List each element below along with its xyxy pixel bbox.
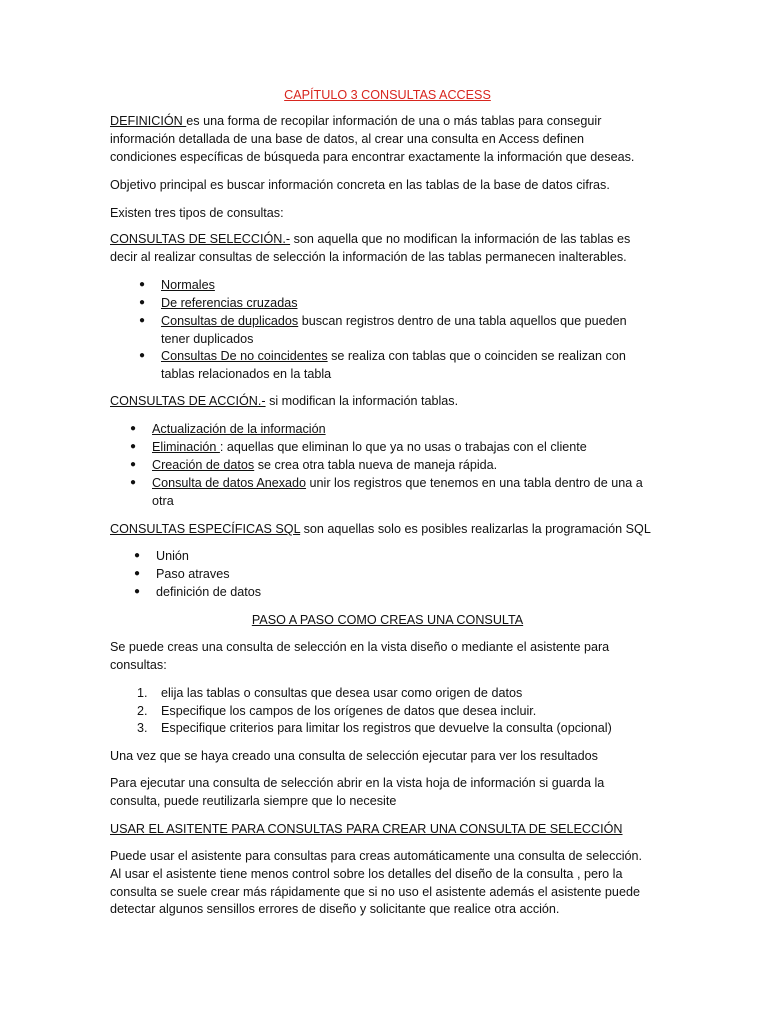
bullet-icon: ●: [138, 279, 146, 290]
step-number: 1.: [137, 686, 148, 700]
bullet-icon: ●: [129, 477, 137, 488]
sql-term: CONSULTAS ESPECÍFICAS SQL: [110, 522, 301, 536]
wizard-line-2: Al usar el asistente tiene menos control sobre los detalles del diseño de la consulta , pero la: [110, 867, 623, 881]
sql-heading-line: CONSULTAS ESPECÍFICAS SQL son aquellas solo es posibles realizarlas la programación SQL: [110, 522, 651, 536]
run-query-line-2: consulta, puede reutilizarla siempre que lo necesite: [110, 794, 397, 808]
list-item: Consultas De no coincidentes se realiza con tablas que o coinciden se realizan con: [161, 349, 626, 363]
step-number: 2.: [137, 704, 148, 718]
bullet-icon: ●: [138, 315, 146, 326]
selection-heading-line: CONSULTAS DE SELECCIÓN.- son aquella que no modifican la información de las tablas es: [110, 232, 631, 246]
list-item: Consultas de duplicados buscan registros dentro de una tabla aquellos que pueden: [161, 314, 627, 328]
selection-term: CONSULTAS DE SELECCIÓN.-: [110, 232, 291, 246]
bullet-icon: ●: [138, 350, 146, 361]
bullet-icon: ●: [129, 441, 137, 452]
list-item: Unión: [156, 549, 189, 563]
wizard-heading: USAR EL ASITENTE PARA CONSULTAS PARA CREAR UNA CONSULTA DE SELECCIÓN: [110, 822, 623, 836]
after-steps-paragraph: Una vez que se haya creado una consulta de selección ejecutar para ver los resultados: [110, 749, 598, 763]
list-item-continuation: tablas relacionados en la tabla: [161, 367, 332, 381]
definition-line-2: información detallada de una base de datos, al crear una consulta en Access definen: [110, 132, 584, 146]
list-item-continuation: otra: [152, 494, 174, 508]
list-item: Creación de datos se crea otra tabla nueva de maneja rápida.: [152, 458, 498, 472]
bullet-icon: ●: [129, 423, 137, 434]
list-item: definición de datos: [156, 585, 262, 599]
bullet-icon: ●: [133, 550, 141, 561]
list-item: De referencias cruzadas: [161, 296, 298, 310]
list-item-continuation: tener duplicados: [161, 332, 254, 346]
definition-line-3: condiciones específicas de búsqueda para encontrar exactamente la información que deseas.: [110, 150, 635, 164]
wizard-line-3: consulta se suele crear más rápidamente que si no uso el asistente además el asistente puede: [110, 885, 640, 899]
step-item: elija las tablas o consultas que desea usar como origen de datos: [161, 686, 523, 700]
step-item: Especifique criterios para limitar los registros que devuelve la consulta (opcional): [161, 721, 612, 735]
bullet-icon: ●: [133, 586, 141, 597]
step-number: 3.: [137, 721, 148, 735]
action-term: CONSULTAS DE ACCIÓN.-: [110, 394, 266, 408]
steps-intro-line-1: Se puede creas una consulta de selección en la vista diseño o mediante el asistente para: [110, 640, 610, 654]
list-item: Normales: [161, 278, 215, 292]
types-intro: Existen tres tipos de consultas:: [110, 206, 284, 220]
bullet-icon: ●: [138, 297, 146, 308]
wizard-line-4: detectar algunos sensillos errores de diseño y solicitante que realice otra acción.: [110, 902, 560, 916]
run-query-line-1: Para ejecutar una consulta de selección abrir en la vista hoja de información si guarda la: [110, 776, 605, 790]
list-item: Paso atraves: [156, 567, 230, 581]
bullet-icon: ●: [129, 459, 137, 470]
action-heading-line: CONSULTAS DE ACCIÓN.- si modifican la información tablas.: [110, 394, 459, 408]
list-item: Actualización de la información: [152, 422, 326, 436]
definition-line-1: DEFINICIÓN es una forma de recopilar información de una o más tablas para conseguir: [110, 114, 602, 128]
chapter-title: CAPÍTULO 3 CONSULTAS ACCESS: [284, 88, 491, 102]
objective-paragraph: Objetivo principal es buscar información concreta en las tablas de la base de datos cifras.: [110, 178, 610, 192]
list-item: Eliminación : aquellas que eliminan lo que ya no usas o trabajas con el cliente: [152, 440, 587, 454]
steps-intro-line-2: consultas:: [110, 658, 167, 672]
wizard-line-1: Puede usar el asistente para consultas para creas automáticamente una consulta de selección.: [110, 849, 643, 863]
bullet-icon: ●: [133, 568, 141, 579]
list-item: Consulta de datos Anexado unir los registros que tenemos en una tabla dentro de una a: [152, 476, 643, 490]
steps-heading: PASO A PASO COMO CREAS UNA CONSULTA: [251, 613, 524, 627]
step-item: Especifique los campos de los orígenes de datos que desea incluir.: [161, 704, 537, 718]
definition-term: DEFINICIÓN: [110, 114, 187, 128]
selection-line-2: decir al realizar consultas de selección la información de las tablas permanecen inalterables.: [110, 250, 627, 264]
